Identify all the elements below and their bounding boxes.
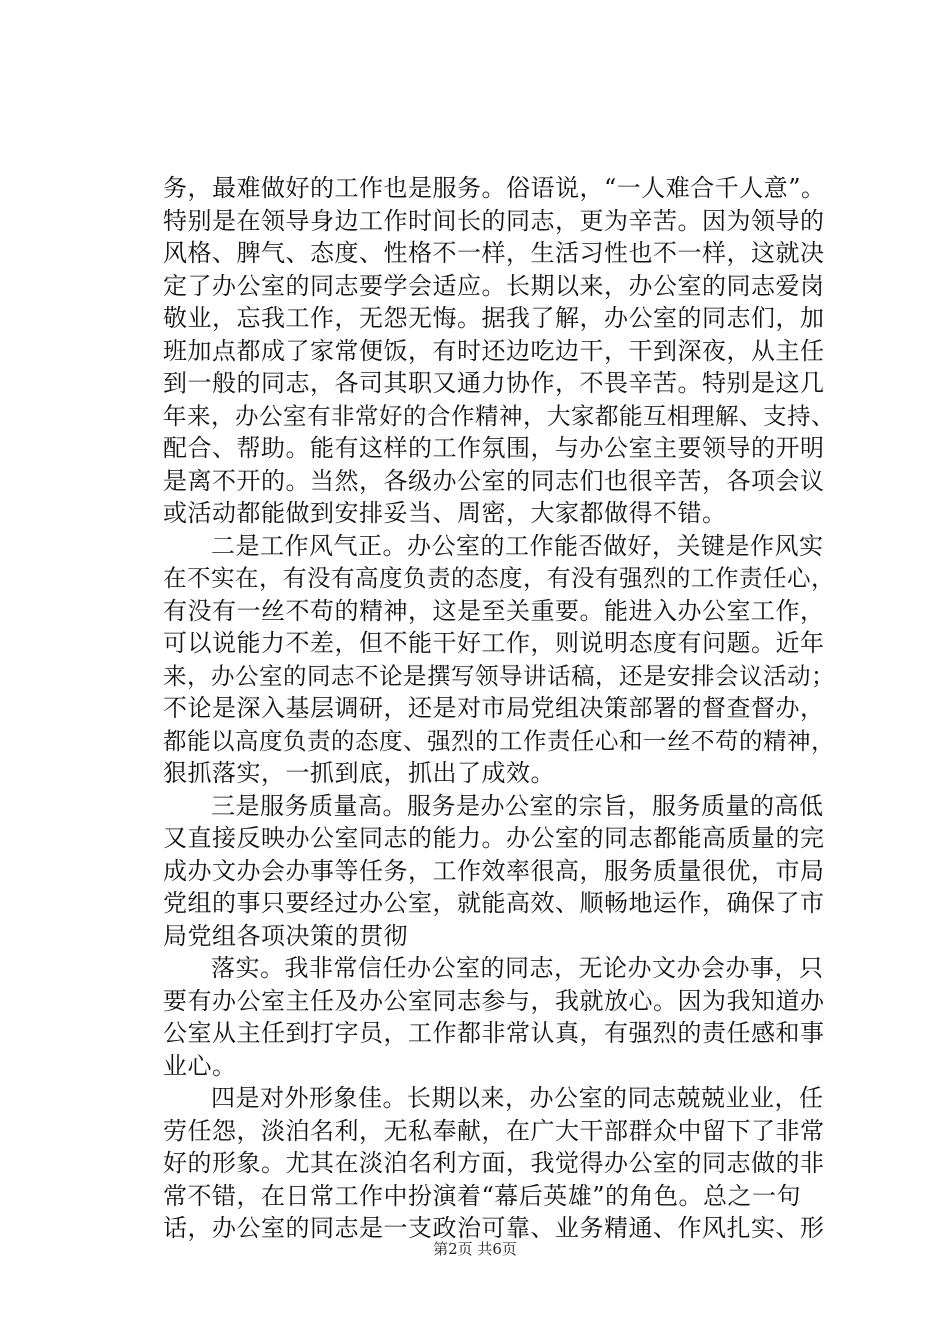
text-line: 配合、帮助。能有这样的工作氛围，与办公室主要领导的开明 bbox=[163, 434, 825, 462]
text-line: 三是服务质量高。服务是办公室的宗旨，服务质量的高低 bbox=[211, 791, 824, 820]
text-line: 劳任怨，淡泊名利，无私奉献，在广大干部群众中留下了非常 bbox=[163, 1116, 825, 1145]
text-line: 局党组各项决策的贯彻 bbox=[163, 921, 408, 950]
text-line: 务，最难做好的工作也是服务。俗语说，“一人难合千人意”。 bbox=[163, 174, 826, 202]
text-line: 二是工作风气正。办公室的工作能否做好，关键是作风实 bbox=[211, 531, 824, 560]
text-line: 好的形象。尤其在淡泊名利方面，我觉得办公室的同志做的非 bbox=[163, 1149, 825, 1177]
text-line: 狠抓落实，一抓到底，抓出了成效。 bbox=[163, 759, 555, 787]
text-line: 到一般的同志，各司其职又通力协作，不畏辛苦。特别是这几 bbox=[163, 369, 825, 397]
text-line: 或活动都能做到安排妥当、周密，大家都做得不错。 bbox=[163, 499, 727, 527]
text-line: 都能以高度负责的态度、强烈的工作责任心和一丝不苟的精神， bbox=[163, 726, 835, 755]
text-line: 四是对外形象佳。长期以来，办公室的同志兢兢业业，任 bbox=[211, 1084, 824, 1112]
text-line: 落实。我非常信任办公室的同志，无论办文办会办事，只 bbox=[211, 954, 824, 982]
text-line: 常不错，在日常工作中扮演着“幕后英雄”的角色。总之一句 bbox=[163, 1181, 802, 1210]
text-line: 敬业，忘我工作，无怨无悔。据我了解，办公室的同志们，加 bbox=[163, 304, 825, 332]
text-line: 在不实在，有没有高度负责的态度，有没有强烈的工作责任心， bbox=[163, 564, 835, 592]
text-line: 话，办公室的同志是一支政治可靠、业务精通、作风扎实、形 bbox=[163, 1214, 825, 1242]
text-line: 不论是深入基层调研，还是对市局党组决策部署的督查督办， bbox=[163, 694, 825, 722]
text-line: 班加点都成了家常便饭，有时还边吃边干，干到深夜，从主任 bbox=[163, 336, 825, 365]
text-line: 可以说能力不差，但不能干好工作，则说明态度有问题。近年 bbox=[163, 629, 825, 657]
text-line: 成办文办会办事等任务，工作效率很高，服务质量很优，市局 bbox=[163, 856, 825, 885]
text-line: 党组的事只要经过办公室，就能高效、顺畅地运作，确保了市 bbox=[163, 889, 825, 917]
body-text bbox=[163, 172, 835, 1245]
text-line: 风格、脾气、态度、性格不一样，生活习性也不一样，这就决 bbox=[163, 239, 825, 267]
page-footer: 第2页 共6页 bbox=[433, 1240, 517, 1258]
text-line: 业心。 bbox=[163, 1051, 237, 1080]
text-line: 年来，办公室有非常好的合作精神，大家都能互相理解、支持、 bbox=[163, 401, 835, 430]
text-line: 有没有一丝不苟的精神，这是至关重要。能进入办公室工作， bbox=[163, 596, 825, 625]
text-line: 公室从主任到打字员，工作都非常认真，有强烈的责任感和事 bbox=[163, 1019, 825, 1047]
text-line: 定了办公室的同志要学会适应。长期以来，办公室的同志爱岗 bbox=[163, 271, 825, 300]
text-line: 又直接反映办公室同志的能力。办公室的同志都能高质量的完 bbox=[163, 824, 825, 852]
text-line: 是离不开的。当然，各级办公室的同志们也很辛苦，各项会议 bbox=[163, 466, 825, 495]
text-line: 特别是在领导身边工作时间长的同志，更为辛苦。因为领导的 bbox=[163, 206, 825, 235]
text-line: 要有办公室主任及办公室同志参与，我就放心。因为我知道办 bbox=[163, 986, 825, 1015]
text-line: 来，办公室的同志不论是撰写领导讲话稿，还是安排会议活动； bbox=[163, 661, 835, 690]
